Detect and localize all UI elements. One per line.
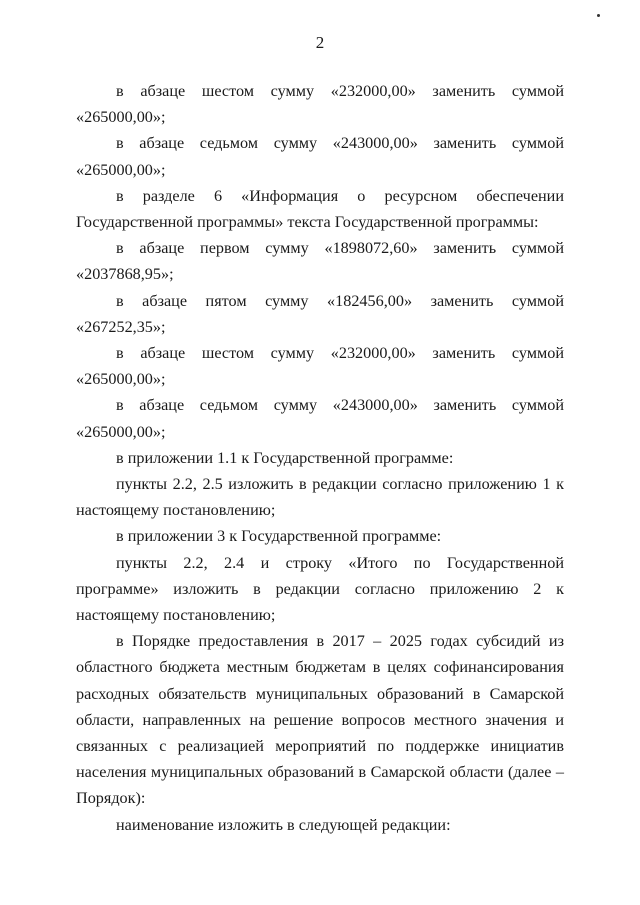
paragraph: в приложении 1.1 к Государственной программе: xyxy=(116,448,454,467)
paragraph: в абзаце седьмом сумму «243000,00» заменить суммой «265000,00»; xyxy=(76,396,564,441)
paragraph: наименование изложить в следующей редакции: xyxy=(116,815,451,834)
paragraph: пункты 2.2, 2.5 изложить в редакции согласно приложению 1 к настоящему постановлению; xyxy=(76,475,564,520)
paragraph: в абзаце пятом сумму «182456,00» заменить суммой «267252,35»; xyxy=(76,291,564,336)
page-number: 2 xyxy=(315,33,325,52)
paragraph: в абзаце седьмом сумму «243000,00» заменить суммой «265000,00»; xyxy=(76,134,564,179)
paragraph: в абзаце первом сумму «1898072,60» заменить суммой «2037868,95»; xyxy=(76,239,564,284)
paragraph: в Порядке предоставления в 2017 – 2025 годах субсидий из областного бюджета местным бюджетам в целях софинансирования расходных обязательств муниципальных образований в Самарской области, направленных на решение вопросов местного значения и связанных с реализацией мероприятий по поддержке инициатив населения муниципальных образований в Самарской области (далее – Порядок): xyxy=(76,632,564,808)
paragraph: в разделе 6 «Информация о ресурсном обеспечении Государственной программы» текста Государственной программы: xyxy=(76,186,564,232)
paragraph: в приложении 3 к Государственной программе: xyxy=(116,527,442,546)
paragraph: в абзаце шестом сумму «232000,00» заменить суммой «265000,00»; xyxy=(76,82,564,127)
paragraph: пункты 2.2, 2.4 и строку «Итого по Государственной программе» изложить в редакции согласно приложению 2 к настоящему постановлению; xyxy=(76,553,564,625)
scan-dot xyxy=(597,14,600,17)
paragraph: в абзаце шестом сумму «232000,00» заменить суммой «265000,00»; xyxy=(76,344,564,389)
document-body xyxy=(76,78,564,838)
